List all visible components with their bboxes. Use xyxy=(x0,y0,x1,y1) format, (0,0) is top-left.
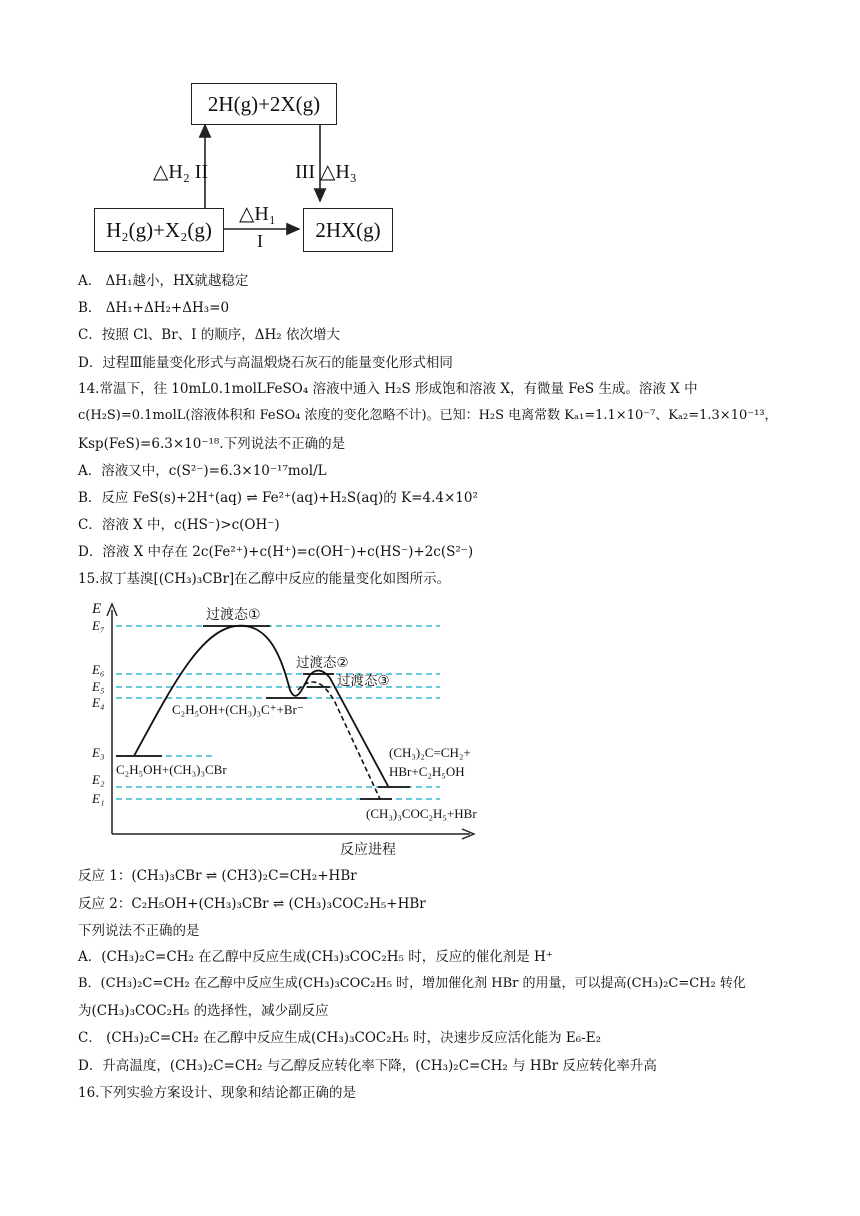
label-dh3: III △H₃ xyxy=(295,161,357,183)
pathway-dashed-curve xyxy=(298,682,380,799)
q14-stem-2: c(H₂S)=0.1molL(溶液体积和 FeSO₄ 浓度的变化忽略不计)。已知：H₂S 电离常数 Kₐ₁=1.1×10⁻⁷、Kₐ₂=1.3×10⁻¹³， xyxy=(78,408,778,423)
q14-option-c: C．溶液 X 中，c(HS⁻)>c(OH⁻) xyxy=(78,517,280,533)
x-axis-label: 反应进程 xyxy=(340,841,396,857)
q15-option-b-2: 为(CH₃)₃COC₂H₅ 的选择性，减少副反应 xyxy=(78,1003,329,1019)
q14-option-b: B．反应 FeS(s)+2H⁺(aq) ⇌ Fe²⁺(aq)+H₂S(aq)的 K=4.4×10² xyxy=(78,490,478,506)
product-b-label: (CH₃)₃COC₂H₅+HBr xyxy=(366,806,477,821)
box-atoms-text: 2H(g)+2X(g) xyxy=(207,91,321,116)
q14-stem-3: Ksp(FeS)=6.3×10⁻¹⁸.下列说法不正确的是 xyxy=(78,436,346,452)
e6-label: E₆ xyxy=(92,662,105,677)
q15-stem: 15.叔丁基溴[(CH₃)₃CBr]在乙醇中反应的能量变化如图所示。 xyxy=(78,571,451,587)
box-products-text: 2HX(g) xyxy=(315,217,381,242)
q15-option-d: D．升高温度，(CH₃)₂C=CH₂ 与乙醇反应转化率下降，(CH₃)₂C=CH₂ 与 HBr 反应转化率升高 xyxy=(78,1058,657,1074)
box-reactants-text: H₂(g)+X₂(g) xyxy=(106,217,212,242)
ts3-label: 过渡态③ xyxy=(337,673,390,688)
q15-reaction-2: 反应 2：C₂H₅OH+(CH₃)₃CBr ⇌ (CH₃)₃COC₂H₅+HBr xyxy=(78,896,426,912)
label-process-i: I xyxy=(257,231,263,251)
label-dh2: △H₂ II xyxy=(153,161,209,183)
q14-option-a: A．溶液又中，c(S²⁻)=6.3×10⁻¹⁷mol/L xyxy=(78,463,327,479)
q13-option-b: B． ΔH₁+ΔH₂+ΔH₃=0 xyxy=(78,300,230,316)
ts1-label: 过渡态① xyxy=(206,606,261,622)
e3-label: E₃ xyxy=(92,745,105,760)
q13-option-c: C．按照 Cl、Br、I 的顺序，ΔH₂ 依次增大 xyxy=(78,327,340,343)
e2-label: E₂ xyxy=(92,772,105,787)
q16-stem: 16.下列实验方案设计、现象和结论都正确的是 xyxy=(78,1085,356,1101)
ts2-label: 过渡态② xyxy=(296,655,349,670)
q15-option-a: A．(CH₃)₂C=CH₂ 在乙醇中反应生成(CH₃)₃COC₂H₅ 时，反应的催化剂是 H⁺ xyxy=(78,949,553,965)
e1-label: E₁ xyxy=(92,791,105,806)
y-axis-label: E xyxy=(92,601,102,617)
q14-stem-1: 14.常温下，往 10mL0.1molLFeSO₄ 溶液中通入 H₂S 形成饱和溶液 X，有微量 FeS 生成。溶液 X 中 xyxy=(78,381,698,397)
q15-option-b-1: B．(CH₃)₂C=CH₂ 在乙醇中反应生成(CH₃)₃COC₂H₅ 时，增加催化剂 HBr 的用量，可以提高(CH₃)₂C=CH₂ 转化 xyxy=(78,976,746,991)
q15-ask: 下列说法不正确的是 xyxy=(78,923,200,939)
label-dh1: △H₁ xyxy=(239,203,276,225)
reactant-label: C₂H₅OH+(CH₃)₃CBr xyxy=(116,762,227,777)
q13-option-a: A． ΔH₁越小，HX就越稳定 xyxy=(78,273,249,289)
q14-option-d: D．溶液 X 中存在 2c(Fe²⁺)+c(H⁺)=c(OH⁻)+c(HS⁻)+2c(S²⁻) xyxy=(78,544,474,560)
q15-reaction-1: 反应 1：(CH₃)₃CBr ⇌ (CH3)₂C=CH₂+HBr xyxy=(78,868,357,884)
e5-label: E₅ xyxy=(92,679,105,694)
q13-option-d: D．过程Ⅲ能量变化形式与高温煅烧石灰石的能量变化形式相同 xyxy=(78,355,453,371)
intermediate-label: C₂H₅OH+(CH₃)₃C⁺+Br⁻ xyxy=(172,702,304,717)
e7-label: E₇ xyxy=(92,618,105,633)
product-a-label-2: HBr+C₂H₅OH xyxy=(389,764,465,779)
product-a-label-1: (CH₃)₂C=CH₂+ xyxy=(389,745,471,760)
e4-label: E₄ xyxy=(92,695,105,710)
q15-option-c: C． (CH₃)₂C=CH₂ 在乙醇中反应生成(CH₃)₃COC₂H₅ 时，决速步反应活化能为 E₆-E₂ xyxy=(78,1030,601,1046)
